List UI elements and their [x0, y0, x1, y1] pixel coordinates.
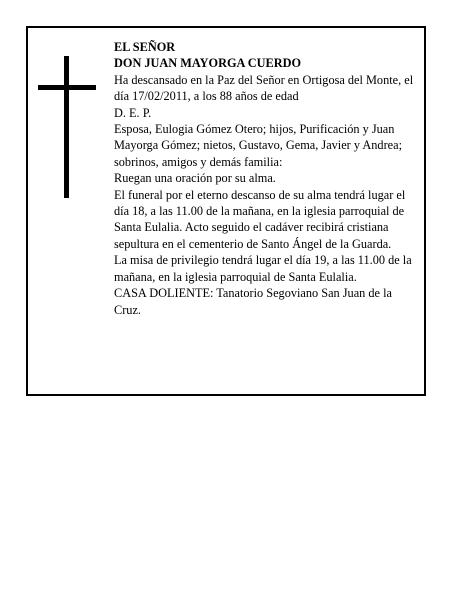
cross-bar — [38, 85, 96, 90]
cross-stem — [64, 56, 69, 198]
mass-details: La misa de privilegio tendrá lugar el día 19, a las 11.00 de la mañana, en la iglesia parroquial de Santa Eulalia. — [114, 253, 412, 284]
cross-icon — [38, 56, 96, 198]
mourning-house: CASA DOLIENTE: Tanatorio Segoviano San Juan de la Cruz. — [114, 286, 392, 317]
rip-line: D. E. P. — [114, 105, 152, 120]
death-announcement: Ha descansado en la Paz del Señor en Ortigosa del Monte, el día 17/02/2011, a los 88 años de edad — [114, 72, 414, 104]
notice-text — [114, 39, 420, 318]
prayer-request: Ruegan una oración por su alma. — [114, 171, 276, 186]
title-line-1: EL SEÑOR — [114, 40, 176, 54]
deceased-name: DON JUAN MAYORGA CUERDO — [114, 56, 302, 71]
funeral-details: El funeral por el eterno descanso de su alma tendrá lugar el día 18, a las 11.00 de la mañana, en la iglesia parroquial de Santa Eulalia. Acto seguido el cadáver recibirá cristiana sepultura en el cementerio de Santo Ángel de la Guarda. — [114, 187, 406, 251]
obituary-notice — [26, 26, 426, 396]
family-list: Esposa, Eulogia Gómez Otero; hijos, Purificación y Juan Mayorga Gómez; nietos, Gustavo, Gema, Javier y Andrea; sobrinos, amigos y demás familia: — [114, 122, 402, 169]
